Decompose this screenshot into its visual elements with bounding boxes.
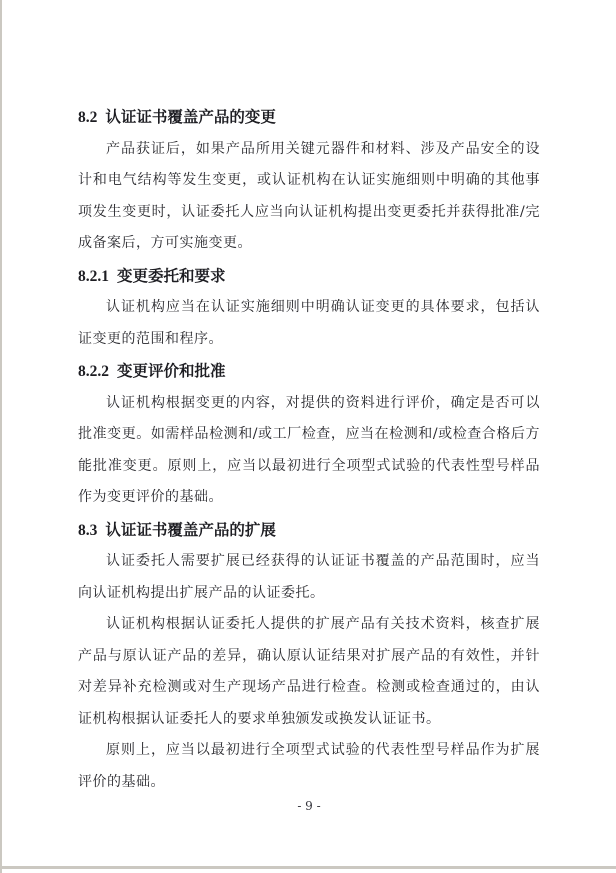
paragraph: 认证机构根据变更的内容，对提供的资料进行评价，确定是否可以批准变更。如需样品检测和/或工厂检查，应当在检测和/或检查合格后方能批准变更。原则上，应当以最初进行全项型式试验的代表性型号样品作为变更评价的基础。 bbox=[78, 394, 540, 505]
paragraph: 认证机构根据认证委托人提供的扩展产品有关技术资料，核查扩展产品与原认证产品的差异，确认原认证结果对扩展产品的有效性，并针对差异补充检测或对生产现场产品进行检查。检测或检查通过的，由认证机构根据认证委托人的要求单独颁发或换发认证证书。 bbox=[78, 616, 540, 727]
section-heading bbox=[78, 514, 540, 547]
page-bottom-edge bbox=[2, 866, 616, 869]
paragraph: 原则上，应当以最初进行全项型式试验的代表性型号样品作为扩展评价的基础。 bbox=[78, 742, 540, 790]
paragraph: 认证机构应当在认证实施细则中明确认证变更的具体要求，包括认证变更的范围和程序。 bbox=[78, 299, 540, 347]
section-heading bbox=[78, 260, 540, 293]
section-number: 8.3 bbox=[78, 521, 98, 539]
section-number: 8.2.1 bbox=[78, 267, 109, 285]
section-8-2-1 bbox=[78, 260, 540, 356]
section-8-2-2 bbox=[78, 355, 540, 514]
paragraph: 认证委托人需要扩展已经获得的认证证书覆盖的产品范围时，应当向认证机构提出扩展产品的认证委托。 bbox=[78, 553, 540, 601]
section-8-3 bbox=[78, 514, 540, 799]
document-body bbox=[78, 101, 540, 798]
section-heading bbox=[78, 355, 540, 388]
section-8-2 bbox=[78, 101, 540, 260]
section-title: 变更评价和批准 bbox=[117, 361, 226, 380]
section-number: 8.2.2 bbox=[78, 363, 109, 380]
section-heading bbox=[78, 101, 540, 134]
paragraph: 产品获证后，如果产品所用关键元器件和材料、涉及产品安全的设计和电气结构等发生变更，或认证机构在认证实施细则中明确的其他事项发生变更时，认证委托人应当向认证机构提出变更委托并获得批准/完成备案后，方可实施变更。 bbox=[78, 140, 540, 251]
section-number: 8.2 bbox=[78, 109, 98, 126]
section-title: 变更委托和要求 bbox=[117, 265, 226, 285]
section-title: 认证证书覆盖产品的变更 bbox=[105, 107, 276, 126]
page-number: - 9 - bbox=[297, 799, 321, 813]
section-title: 认证证书覆盖产品的扩展 bbox=[105, 519, 276, 539]
